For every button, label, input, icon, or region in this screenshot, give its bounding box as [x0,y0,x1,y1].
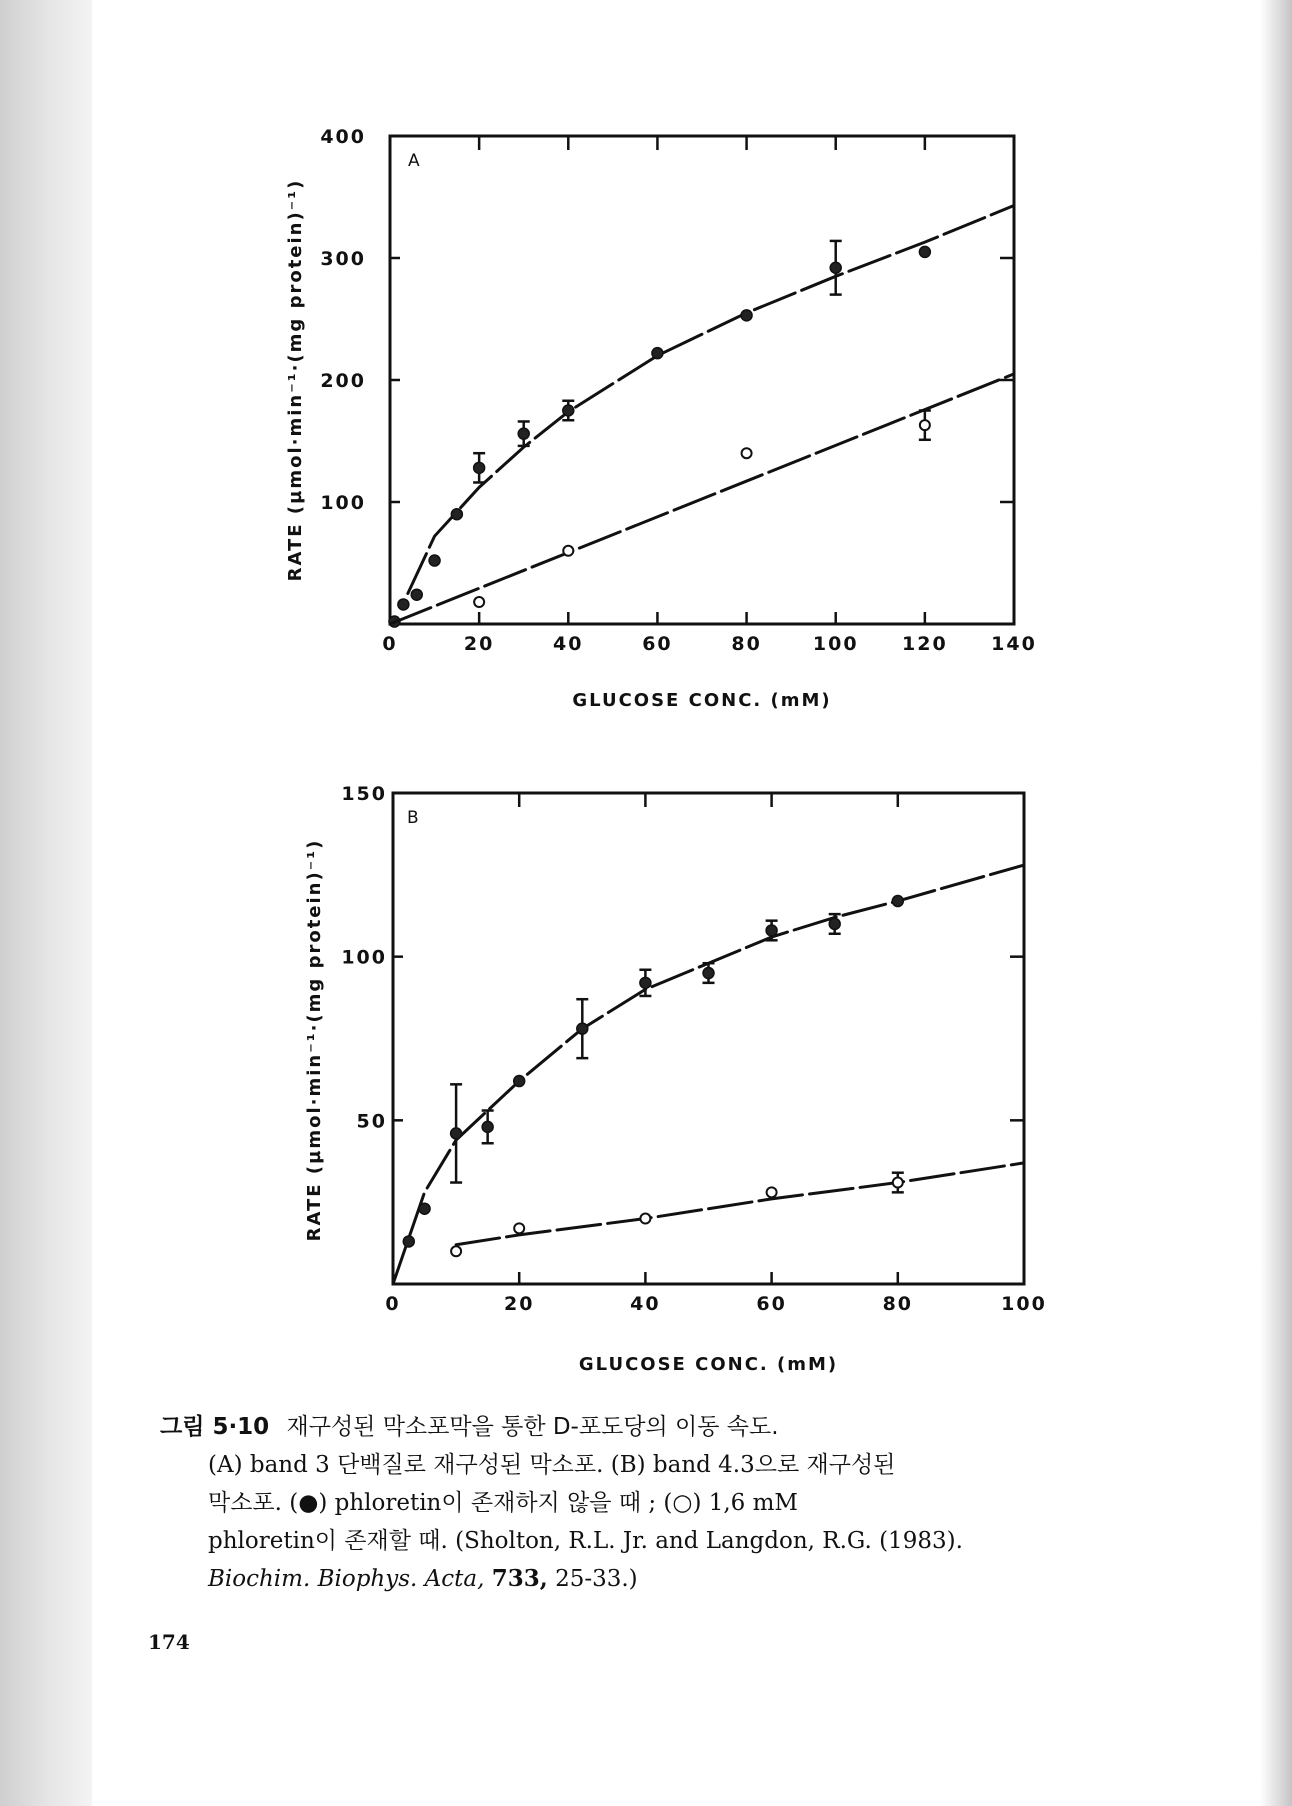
data-point-filled [514,1076,525,1087]
data-point-filled [482,1121,493,1132]
y-tick-label: 50 [356,1110,387,1133]
fit-curve-open [456,1163,1024,1245]
caption-line-5 [160,1560,1120,1598]
data-point-filled [766,925,777,936]
caption-figure-number: 그림 5·10 [160,1414,270,1440]
y-axis-title: RATE (µmol·min⁻¹·(mg protein)⁻¹) [304,838,325,1242]
caption-line-2: (A) band 3 단백질로 재구성된 막소포. (B) band 4.3으로 재구성된 [208,1452,896,1478]
y-axis-title: RATE (µmol·min⁻¹·(mg protein)⁻¹) [285,178,306,582]
x-tick-label: 0 [382,633,398,655]
data-point-open [893,1178,903,1188]
caption-pages: 25-33.) [555,1566,638,1592]
data-point-filled [892,896,903,907]
x-tick-label: 20 [463,633,495,655]
panel-label: A [408,151,420,171]
fit-curve-filled [393,865,1024,1284]
plot-frame [393,793,1024,1284]
caption-volume: 733, [491,1565,548,1592]
y-tick-label: 150 [341,783,387,805]
panel-label: B [407,808,419,828]
x-tick-label: 100 [812,633,859,655]
x-tick-label: 80 [882,1293,914,1315]
figure-caption [160,1408,1120,1598]
caption-journal: Biochim. Biophys. Acta, [208,1566,485,1592]
x-tick-label: 100 [1001,1293,1047,1315]
data-point-open [451,1246,461,1256]
data-point-filled [577,1023,588,1034]
data-point-open [514,1223,524,1233]
x-tick-label: 40 [553,633,584,655]
x-tick-label: 140 [991,633,1037,655]
x-tick-label: 20 [503,1293,535,1315]
data-point-open [640,1214,650,1224]
x-axis-title: GLUCOSE CONC. (mM) [578,1354,839,1375]
data-point-filled [419,1203,430,1214]
caption-title-line [160,1408,1120,1446]
data-point-filled [640,977,651,988]
data-point-filled [403,1236,414,1247]
x-tick-label: 60 [756,1293,787,1315]
data-point-open [767,1187,777,1197]
data-point-filled [451,1128,462,1139]
x-tick-label: 40 [630,1293,661,1315]
caption-line-3: 막소포. (●) phloretin이 존재하지 않을 때 ; (○) 1,6 mM [208,1490,798,1516]
x-tick-label: 60 [642,633,673,655]
x-axis-title: GLUCOSE CONC. (mM) [572,690,832,711]
data-point-filled [703,968,714,979]
x-tick-label: 0 [385,1293,401,1315]
y-tick-label: 100 [341,946,387,969]
caption-title: 재구성된 막소포막을 통한 D-포도당의 이동 속도. [286,1414,779,1440]
caption-line-4: phloretin이 존재할 때. (Sholton, R.L. Jr. and Langdon, R.G. (1983). [208,1528,963,1554]
y-tick-label: 300 [320,248,366,270]
x-tick-label: 120 [902,633,948,655]
x-tick-label: 80 [731,633,762,655]
data-point-filled [829,918,840,929]
y-tick-label: 100 [320,492,366,514]
page-number: 174 [148,1630,190,1654]
y-tick-label: 200 [320,370,366,392]
y-tick-label: 400 [320,126,366,148]
